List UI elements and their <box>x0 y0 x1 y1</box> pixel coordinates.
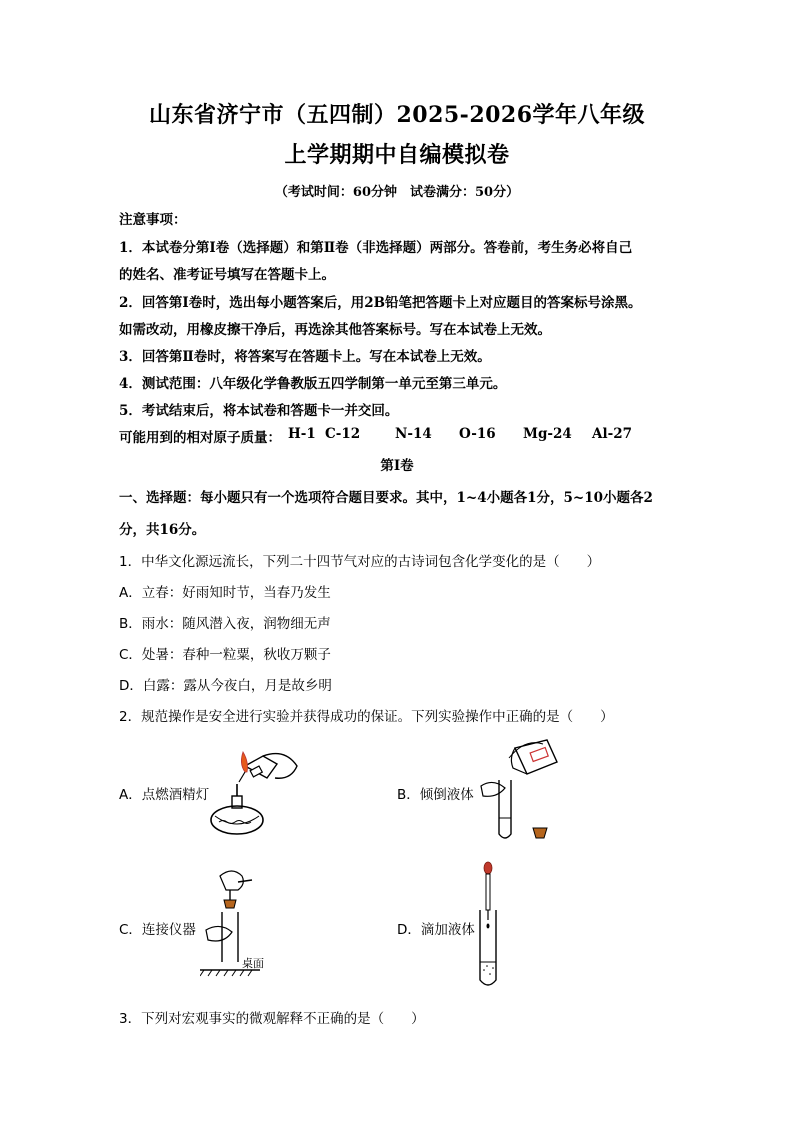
note-item-1a: 1．本试卷分第Ⅰ卷（选择题）和第Ⅱ卷（非选择题）两部分。答卷前，考生务必将自己 <box>119 240 633 256</box>
q2-option-d[interactable]: D．滴加液体 <box>397 922 475 938</box>
notes-heading: 注意事项： <box>119 212 187 228</box>
note-item-2a: 2．回答第Ⅰ卷时，选出每小题答案后，用2B铅笔把答题卡上对应题目的答案标号涂黑。 <box>119 295 642 311</box>
atomic-mass-label: 可能用到的相对原子质量： <box>119 430 281 446</box>
exam-info: （考试时间：60分钟 试卷满分：50分） <box>274 185 520 200</box>
q3-stem: 3．下列对宏观事实的微观解释不正确的是（ ） <box>119 1011 425 1027</box>
atomic-mass-al: Al-27 <box>592 426 632 442</box>
atomic-mass-c: C-12 <box>325 426 361 442</box>
q2-option-a[interactable]: A．点燃酒精灯 <box>119 787 210 803</box>
dropping-liquid-illustration <box>468 860 508 990</box>
q2-option-c[interactable]: C．连接仪器 <box>119 922 196 938</box>
q1-stem: 1．中华文化源远流长，下列二十四节气对应的古诗词包含化学变化的是（ ） <box>119 554 601 570</box>
q1-option-a[interactable]: A．立春：好雨知时节，当春乃发生 <box>119 585 331 601</box>
atomic-mass-mg: Mg-24 <box>523 426 572 442</box>
part-title: 第Ⅰ卷 <box>380 458 414 474</box>
exam-title-line2: 上学期期中自编模拟卷 <box>284 142 510 168</box>
q1-option-d[interactable]: D．白露：露从今夜白，月是故乡明 <box>119 678 332 694</box>
note-item-4: 4．测试范围：八年级化学鲁教版五四学制第一单元至第三单元。 <box>119 376 507 392</box>
section-intro-b: 分，共16分。 <box>119 522 206 538</box>
section-intro-a: 一、选择题：每小题只有一个选项符合题目要求。其中，1~4小题各1分，5~10小题各2 <box>119 490 653 506</box>
alcohol-lamp-illustration <box>205 742 305 838</box>
q1-option-b[interactable]: B．雨水：随风潜入夜，润物细无声 <box>119 616 331 632</box>
q2-stem: 2．规范操作是安全进行实验并获得成功的保证。下列实验操作中正确的是（ ） <box>119 709 614 725</box>
note-item-1b: 的姓名、准考证号填写在答题卡上。 <box>119 267 335 283</box>
q1-option-c[interactable]: C．处暑：春种一粒粟，秋收万颗子 <box>119 647 331 663</box>
desk-label: 桌面 <box>242 957 264 970</box>
note-item-5: 5．考试结束后，将本试卷和答题卡一并交回。 <box>119 403 399 419</box>
atomic-mass-h: H-1 <box>288 426 316 442</box>
atomic-mass-n: N-14 <box>395 426 432 442</box>
q2-option-b[interactable]: B．倾倒液体 <box>397 787 474 803</box>
note-item-3: 3．回答第Ⅱ卷时，将答案写在答题卡上。写在本试卷上无效。 <box>119 349 491 365</box>
atomic-mass-o: O-16 <box>459 426 496 442</box>
pouring-liquid-illustration <box>465 738 565 848</box>
exam-title-line1: 山东省济宁市（五四制）2025-2026学年八年级 <box>148 102 646 128</box>
note-item-2b: 如需改动，用橡皮擦干净后，再选涂其他答案标号。写在本试卷上无效。 <box>119 322 551 338</box>
